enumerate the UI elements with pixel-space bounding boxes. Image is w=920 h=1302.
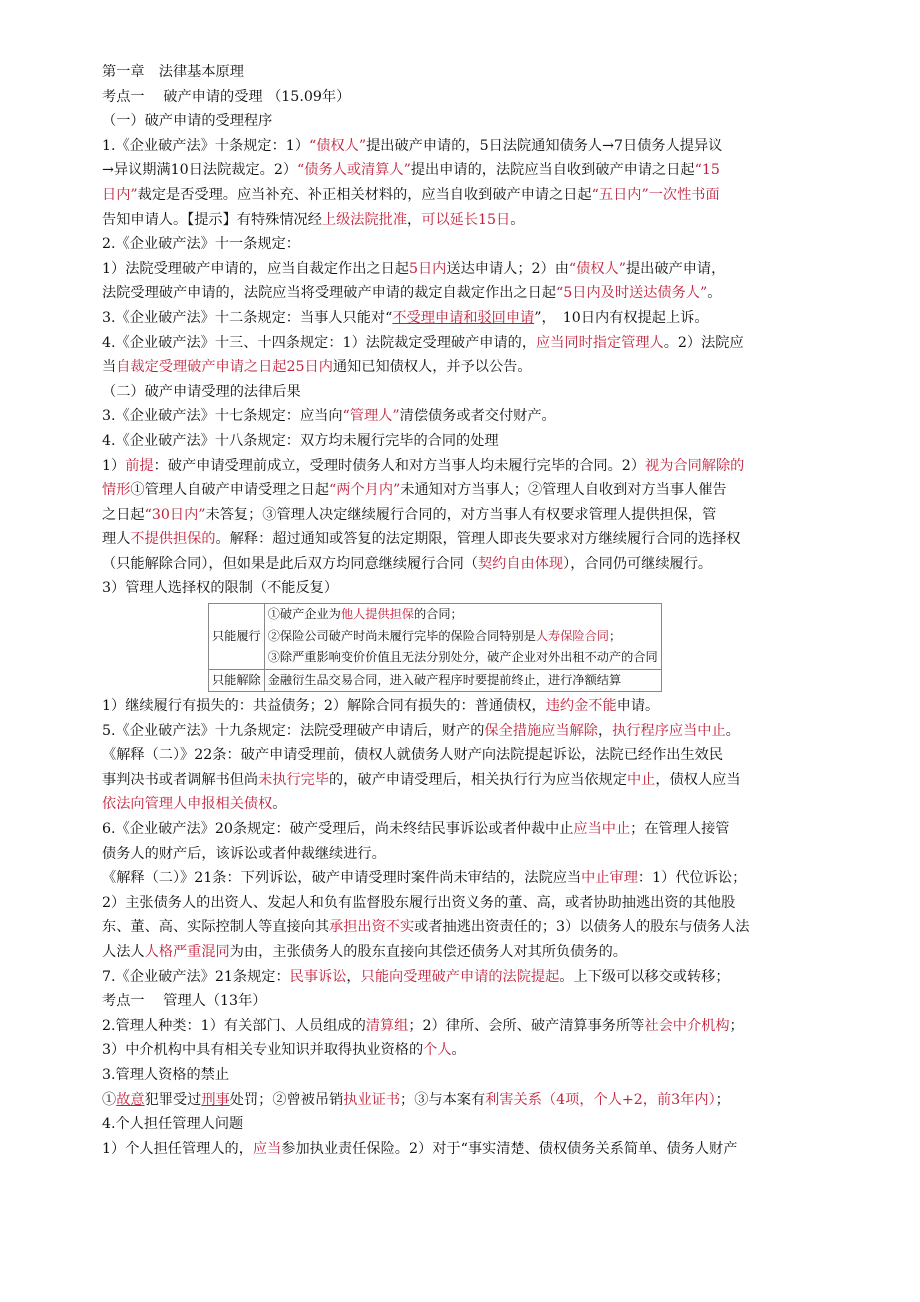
manager-choice-limit-table (208, 603, 662, 692)
text-run: 。上下级可以移交或转移； (559, 968, 730, 985)
highlight-text: “两个月内” (329, 482, 401, 499)
text-run: 1） (102, 457, 126, 474)
text-run: 6.《企业破产法》20条规定：破产受理后，尚未终结民事诉讼或者仲裁中止 (102, 821, 574, 838)
text-run: 3.《企业破产法》十二条规定：当事人只能对“ (102, 309, 393, 326)
text-run: ；③与本案有 (400, 1091, 486, 1108)
text-run: ； (715, 1091, 730, 1108)
text-line (102, 694, 828, 719)
row-items (264, 669, 661, 692)
row-items (264, 604, 661, 670)
text-run: 金融衍生品交易合同，进入破产程序时要提前终止，进行净额结算 (267, 672, 622, 687)
text-line (102, 965, 828, 990)
text-run: 。 (707, 285, 722, 302)
text-run: 。 (510, 211, 525, 228)
text-run: （只能解除合同），但如果是此后双方均同意继续履行合同（ (102, 555, 478, 572)
highlight-text: “15 (694, 162, 720, 179)
text-run: 考点一 破产申请的受理 （15.09年） (102, 88, 351, 105)
text-run: 提出破产申请的，5日法院通知债务人→7日债务人提异议 (366, 137, 723, 154)
text-run: 的合同； (414, 607, 463, 622)
highlight-text: 执业证书 (343, 1091, 401, 1108)
section-consequences-and-manager (102, 694, 828, 1161)
highlight-text: “五日内”一次性书面 (591, 186, 720, 203)
text-run: 2）主张债务人的出资人、发起人和负有监督股东履行出资义务的董、高，或者协助抽逃出资的其他股 (102, 894, 736, 911)
text-run: 送达申请人；2）由 (446, 260, 569, 277)
highlight-text: 保全措施应当解除 (484, 722, 598, 739)
text-line (102, 109, 828, 134)
table-item (268, 626, 658, 648)
text-run: 当 (102, 359, 117, 376)
highlight-text: 情形 (102, 482, 131, 499)
text-run: 未通知对方当事人；②管理人自收到对方当事人催告 (400, 482, 727, 499)
highlight-text: 依法向管理人申报相关债权 (102, 796, 273, 813)
text-run: ， (407, 211, 422, 228)
text-run: ），合同仍可继续履行。 (563, 555, 713, 572)
table-item (268, 670, 658, 692)
text-line (102, 355, 828, 380)
text-run: ②保险公司破产时尚未履行完毕的保险合同特别是 (267, 628, 536, 643)
text-run: ，债权人应当 (655, 771, 741, 788)
text-line (102, 768, 828, 793)
text-line (102, 915, 828, 940)
text-line (102, 1063, 828, 1088)
row-label: 只能解除 (209, 669, 265, 692)
text-run: 的，破产申请受理后，相关执行行为应当依规定 (329, 771, 627, 788)
text-run: 3）管理人选择权的限制（不能反复） (102, 580, 339, 597)
text-run: 。解释：超过通知或答复的法定期限，管理人即丧失要求对方继续履行合同的选择权 (215, 531, 741, 548)
table-item (268, 604, 658, 626)
text-run: 考点一 管理人（13年） (102, 993, 267, 1010)
text-run: 。 (725, 722, 740, 739)
highlight-text: 视为合同解除的 (645, 457, 745, 474)
text-run: 提出申请的，法院应当自收到破产申请之日起 (410, 162, 695, 179)
highlight-text: “债权人” (309, 137, 367, 154)
table-item (268, 647, 658, 669)
text-run: 第一章 法律基本原理 (102, 64, 244, 80)
highlight-text: 中止审理 (581, 870, 638, 887)
text-run: 4.个人担任管理人问题 (102, 1116, 244, 1133)
text-line (102, 183, 828, 208)
text-run: 4.《企业破产法》十三、十四条规定：1）法院裁定受理破产申请的， (102, 334, 537, 351)
highlight-text: 故意 (116, 1091, 145, 1108)
text-line (102, 232, 828, 257)
text-run: 之日起 (102, 506, 145, 523)
text-line (102, 1014, 828, 1039)
text-line (102, 940, 828, 965)
text-run: 1.《企业破产法》十条规定：1） (102, 137, 310, 154)
text-run: ， (597, 722, 613, 739)
text-line (102, 257, 828, 282)
text-run: 裁定是否受理。应当补充、补正相关材料的，应当自收到破产申请之日起 (137, 186, 592, 203)
text-run: （一）破产申请的受理程序 (102, 113, 273, 130)
highlight-text: “5日内及时送达债务人” (556, 285, 708, 302)
text-run: 1）继续履行有损失的：共益债务；2）解除合同有损失的：普通债权， (102, 698, 546, 715)
text-run: （二）破产申请受理的法律后果 (102, 383, 301, 400)
table-row (209, 604, 662, 670)
text-run: 1）个人担任管理人的， (102, 1140, 253, 1157)
text-line (102, 817, 828, 842)
text-run: 3.《企业破产法》十七条规定：应当向 (102, 408, 343, 425)
highlight-text: 利害关系（4项，个人+2，前3年内） (485, 1091, 716, 1108)
text-run: 处罚；②曾被吊销 (229, 1091, 344, 1108)
text-run: ①管理人自破产申请受理之日起 (130, 482, 330, 499)
highlight-text: 刑事 (201, 1091, 230, 1108)
text-line (102, 743, 828, 768)
text-line (102, 576, 828, 601)
text-line (102, 429, 828, 454)
text-run: 犯罪受过 (144, 1091, 202, 1108)
highlight-text: 清算组 (365, 1017, 409, 1034)
text-run: ； (729, 1017, 744, 1034)
highlight-text: 日内” (102, 186, 138, 203)
text-run: ③除严重影响变价价值且无法分别处分，破产企业对外出租不动产的合同 (267, 650, 658, 665)
section-bankruptcy-acceptance (102, 60, 828, 601)
text-run: 人法人 (102, 944, 145, 960)
highlight-text: “30日内” (144, 506, 206, 523)
text-run: ； (609, 628, 622, 643)
highlight-text: 人寿保险合同 (535, 628, 609, 643)
text-run: ；在管理人接管 (630, 821, 730, 838)
text-run: 申请。 (616, 698, 660, 715)
highlight-text: “债权人” (568, 260, 626, 277)
text-line (102, 1088, 828, 1113)
text-run: 5.《企业破产法》十九条规定：法院受理破产申请后，财产的 (102, 722, 485, 739)
text-line (102, 454, 828, 479)
highlight-text: 承担出资不实 (329, 919, 415, 936)
text-run: 。2）法院应 (663, 334, 744, 351)
text-run: 2.管理人种类：1）有关部门、人员组成的 (102, 1017, 366, 1034)
text-line (102, 527, 828, 552)
highlight-text: 他人提供担保 (340, 607, 414, 622)
highlight-text: 契约自由体现 (477, 555, 564, 572)
text-line (102, 478, 828, 503)
text-line (102, 331, 828, 356)
text-run: ①破产企业为 (267, 607, 341, 622)
text-line (102, 208, 828, 233)
highlight-text: 应当 (252, 1140, 282, 1157)
text-run: ：破产申请受理前成立，受理时债务人和对方当事人均未履行完毕的合同。2） (153, 457, 646, 474)
text-run: 为由，主张债务人的股东直接向其偿还债务人对其所负债务的。 (229, 944, 627, 960)
text-line (102, 503, 828, 528)
text-line (102, 842, 828, 867)
highlight-text: 未执行完毕 (258, 771, 330, 788)
text-run: ：1）代位诉讼； (637, 870, 747, 887)
highlight-text: 中止 (626, 771, 656, 788)
highlight-text: 不提供担保的 (130, 531, 216, 548)
text-line (102, 989, 828, 1014)
text-line (102, 281, 828, 306)
row-label: 只能履行 (209, 604, 265, 670)
text-line (102, 1137, 828, 1162)
text-run: 债务人的财产后，该诉讼或者仲裁继续进行。 (102, 845, 386, 862)
highlight-text: 社会中介机构 (644, 1017, 730, 1034)
highlight-text: 个人 (423, 1042, 452, 1059)
text-run: 。 (451, 1042, 466, 1059)
text-run: ”， 10日内有权提起上诉。 (534, 309, 709, 326)
text-line (102, 866, 828, 891)
highlight-text: “管理人” (342, 408, 400, 425)
text-run: 提出破产申请， (625, 260, 726, 277)
highlight-text: 前提 (125, 457, 154, 474)
highlight-text: 人格严重混同 (144, 944, 230, 960)
text-run: 清偿债务或者交付财产。 (399, 408, 556, 425)
highlight-text: 自裁定受理破产申请之日起25日内 (116, 359, 333, 376)
highlight-text: 民事诉讼 (289, 968, 347, 985)
text-run: 东、董、高、实际控制人等直接向其 (102, 919, 330, 936)
highlight-text: 可以延长15日 (421, 211, 511, 228)
text-run: ① (102, 1091, 117, 1108)
text-line (102, 85, 828, 110)
text-line (102, 552, 828, 577)
text-line (102, 404, 828, 429)
highlight-text: 5日内 (408, 260, 447, 277)
text-run: 。 (272, 796, 287, 813)
text-run: 法院受理破产申请的，法院应当将受理破产申请的裁定自裁定作出之日起 (102, 285, 557, 302)
highlight-text: 执行程序应当中止 (612, 722, 726, 739)
text-run: ， (346, 968, 361, 985)
text-run: 或者抽逃出资责任的；3）以债务人的股东与债务人法 (414, 919, 750, 936)
text-line (102, 158, 828, 183)
text-run: ；2）律所、会所、破产清算事务所等 (408, 1017, 645, 1034)
document-body (102, 60, 828, 1161)
text-run: 3.管理人资格的禁止 (102, 1066, 230, 1083)
text-run: 7.《企业破产法》21条规定： (102, 968, 290, 985)
text-run: →异议期满10日法院裁定。2） (102, 162, 298, 179)
text-line (102, 792, 828, 817)
text-line (102, 380, 828, 405)
highlight-text: 应当同时指定管理人 (536, 334, 664, 351)
text-line (102, 1112, 828, 1137)
text-line (102, 1038, 828, 1063)
text-line (102, 134, 828, 159)
text-run: 通知已知债权人，并予以公告。 (332, 359, 532, 376)
text-line (102, 306, 828, 331)
highlight-text: 应当中止 (573, 821, 631, 838)
text-run: 《解释（二）》21条：下列诉讼，破产申请受理时案件尚未审结的，法院应当 (102, 870, 582, 887)
text-run: 事判决书或者调解书但尚 (102, 771, 259, 788)
text-run: 1）法院受理破产申请的，应当自裁定作出之日起 (102, 260, 409, 277)
text-run: 2.《企业破产法》十一条规定： (102, 236, 300, 253)
text-run: 告知申请人。【提示】有特殊情况经 (102, 211, 322, 228)
text-run: 参加执业责任保险。2）对于“事实清楚、债权债务关系简单、债务人财产 (281, 1140, 738, 1157)
text-run: 4.《企业破产法》十八条规定：双方均未履行完毕的合同的处理 (102, 432, 499, 449)
text-run: 《解释（二）》22条：破产申请受理前，债权人就债务人财产向法院提起诉讼，法院已经作出生效民 (102, 747, 724, 764)
text-line (102, 719, 828, 744)
text-run: 未答复；③管理人决定继续履行合同的，对方当事人有权要求管理人提供担保，管 (205, 506, 717, 523)
table-row (209, 669, 662, 692)
highlight-text: 上级法院批准 (321, 211, 408, 228)
text-line (102, 60, 828, 85)
text-line (102, 891, 828, 916)
text-run: 3）中介机构中具有相关专业知识并取得执业资格的 (102, 1042, 424, 1059)
highlight-text: 只能向受理破产申请的法院提起 (360, 968, 560, 985)
highlight-text: 不受理申请和驳回申请 (392, 309, 535, 326)
highlight-text: “债务人或清算人” (297, 162, 411, 179)
text-run: 理人 (102, 531, 131, 548)
highlight-text: 违约金不能 (545, 698, 617, 715)
